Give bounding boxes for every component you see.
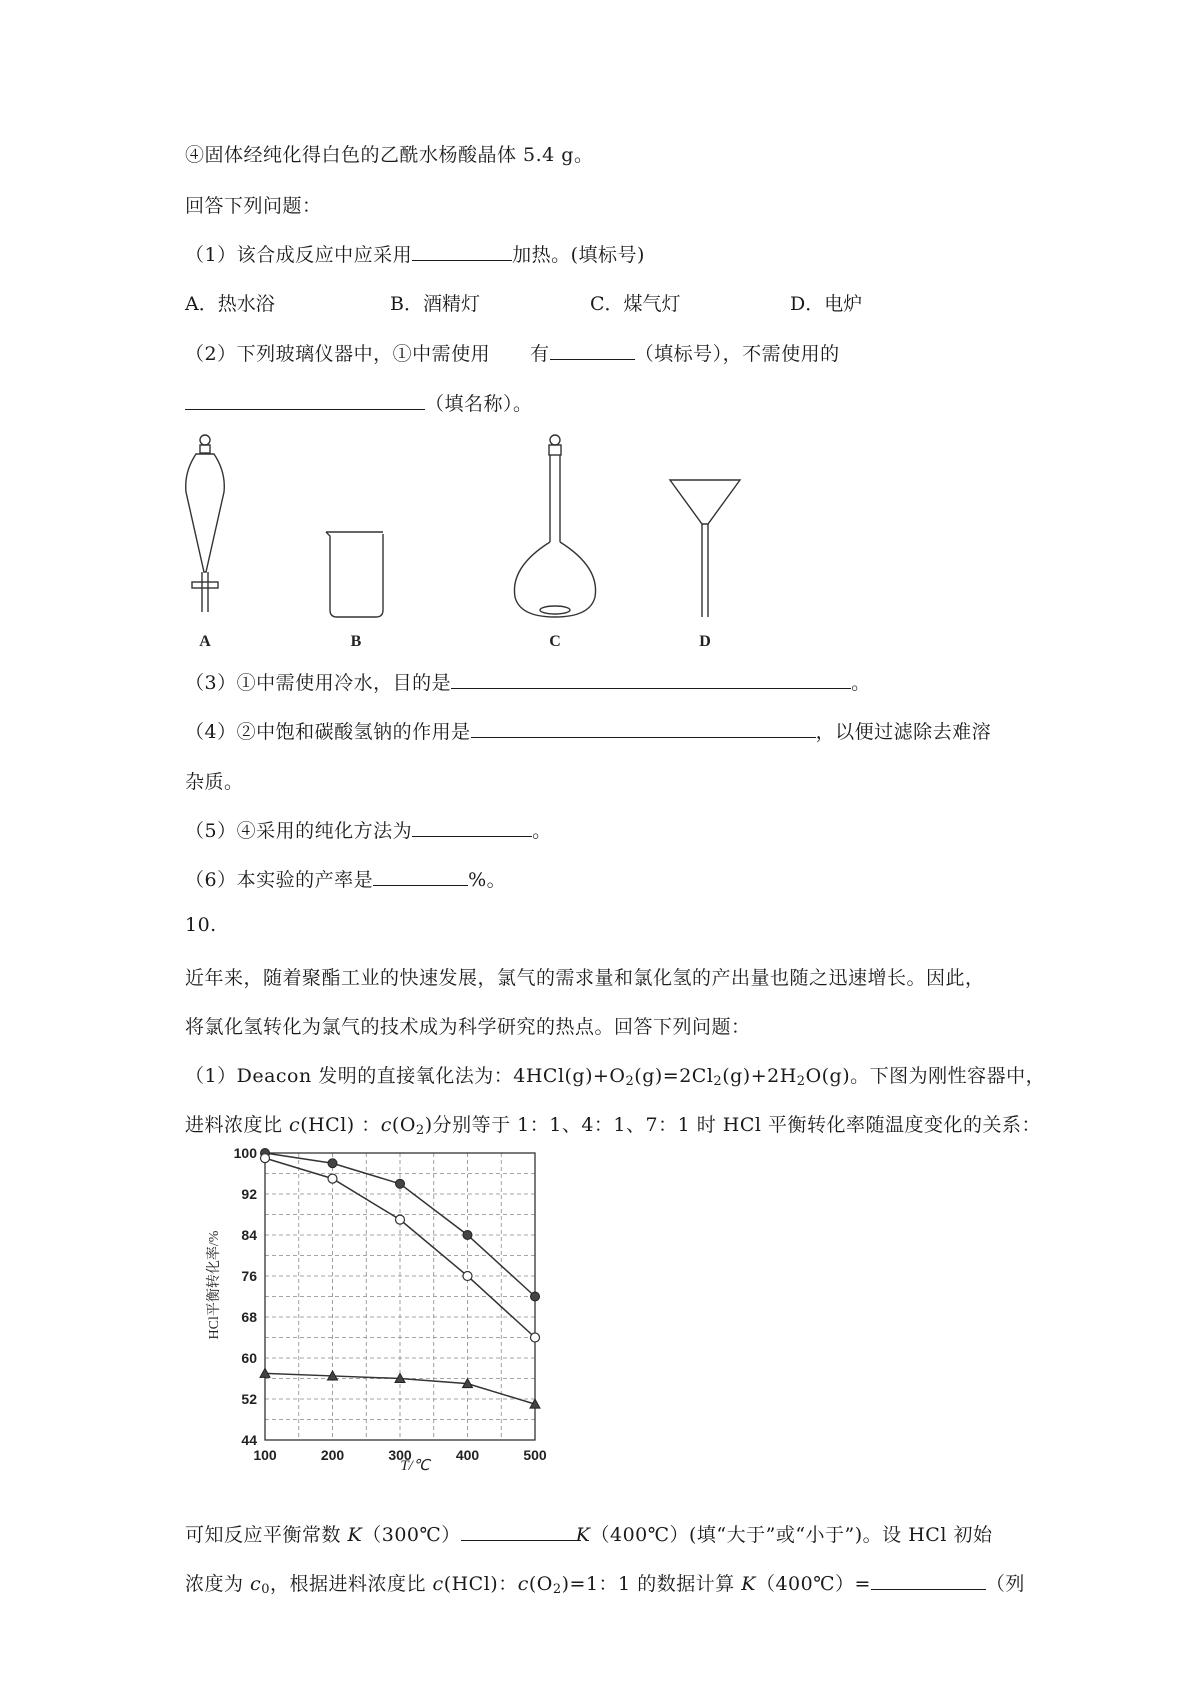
option-b: B．酒精灯 — [390, 293, 480, 315]
y-tick-label: 76 — [241, 1268, 257, 1284]
text-line: 回答下列问题： — [185, 195, 322, 217]
x-tick-label: 100 — [253, 1447, 277, 1463]
option-c: C．煤气灯 — [590, 293, 681, 315]
question-2: （2）下列玻璃仪器中，①中需使用 有 （填标号），不需使用的 — [185, 343, 840, 365]
question-3: （3）①中需使用冷水，目的是 。 — [185, 672, 871, 694]
funnel-icon — [670, 480, 740, 617]
data-point — [261, 1154, 270, 1163]
apparatus-label: A — [199, 633, 211, 650]
answer-blank[interactable] — [185, 391, 425, 410]
separatory-funnel-icon — [186, 435, 225, 612]
volumetric-flask-icon — [514, 435, 595, 617]
y-tick-label: 68 — [241, 1309, 257, 1325]
text-line: 将氯化氢转化为氯气的技术成为科学研究的热点。回答下列问题： — [185, 1016, 751, 1038]
answer-blank[interactable] — [373, 867, 468, 886]
apparatus-label: C — [549, 633, 561, 650]
question-4: （4）②中饱和碳酸氢钠的作用是 ，以便过滤除去难溶 — [185, 721, 992, 743]
text-line: 进料浓度比 c(HCl) ：$c(O_2)$分别等于 1：1、4：1、7：1 时 HCl 平衡转化率随温度变化的关系： — [185, 1114, 1041, 1138]
apparatus-label: B — [350, 633, 362, 650]
answer-blank[interactable] — [461, 1522, 576, 1541]
y-tick-label: 92 — [241, 1186, 257, 1202]
text-line: （1）Deacon 发明的直接氧化法为：$4HCl(g)+O_2(g)=2Cl_2(g)+2H_2O(g)$。下图为刚性容器中， — [185, 1065, 1046, 1089]
x-tick-label: 400 — [455, 1447, 480, 1463]
data-point — [531, 1292, 540, 1301]
question-number: 10. — [185, 914, 217, 936]
text-line: 可知反应平衡常数 K（300℃） K（400℃）(填“大于”或“小于”)。设 HCl 初始 — [185, 1524, 993, 1546]
option-a: A．热水浴 — [185, 293, 275, 315]
option-d: D．电炉 — [790, 293, 863, 315]
data-point — [463, 1272, 472, 1281]
answer-blank[interactable] — [871, 1571, 986, 1590]
question-6: （6）本实验的产率是 %。 — [185, 869, 507, 891]
data-point — [328, 1159, 337, 1168]
glassware-figure — [180, 432, 800, 652]
y-tick-label: 100 — [233, 1145, 257, 1161]
y-tick-label: 84 — [241, 1227, 257, 1243]
x-tick-label: 500 — [523, 1447, 547, 1463]
question-5: （5）④采用的纯化方法为 。 — [185, 820, 552, 842]
text-line: ④固体经纯化得白色的乙酰水杨酸晶体 5.4 g。 — [185, 144, 594, 166]
apparatus-label: D — [699, 633, 711, 650]
text-line: 近年来，随着聚酯工业的快速发展，氯气的需求量和氯化氢的产出量也随之迅速增长。因此， — [185, 967, 985, 989]
answer-blank[interactable] — [451, 670, 851, 689]
y-axis-label: HCl平衡转化率/% — [207, 1230, 222, 1340]
beaker-icon — [326, 532, 383, 617]
x-tick-label: 200 — [320, 1447, 345, 1463]
x-tick-label: 300 — [388, 1447, 412, 1463]
y-tick-label: 44 — [241, 1432, 257, 1448]
y-tick-label: 52 — [241, 1391, 257, 1407]
question-1: （1）该合成反应中应采用 加热。(填标号) — [185, 244, 645, 266]
question-2-cont: （填名称）。 — [185, 389, 533, 416]
y-tick-label: 60 — [241, 1350, 257, 1366]
conversion-chart — [200, 1135, 620, 1475]
text-line: 杂质。 — [185, 771, 244, 793]
answer-blank[interactable] — [471, 719, 816, 738]
text-line: 浓度为 $c_0$，根据进料浓度比 c(HCl)：$c(O_2)=1$：1 的数据计算 K（400℃）= （列 — [185, 1573, 1025, 1597]
answer-blank[interactable] — [412, 818, 532, 837]
data-point — [463, 1231, 472, 1240]
answer-blank[interactable] — [412, 242, 512, 261]
data-point — [396, 1215, 405, 1224]
x-axis-label: T/℃ — [400, 1458, 430, 1474]
data-point — [328, 1174, 337, 1183]
data-point — [396, 1179, 405, 1188]
data-point — [531, 1333, 540, 1342]
answer-blank[interactable] — [550, 341, 635, 360]
